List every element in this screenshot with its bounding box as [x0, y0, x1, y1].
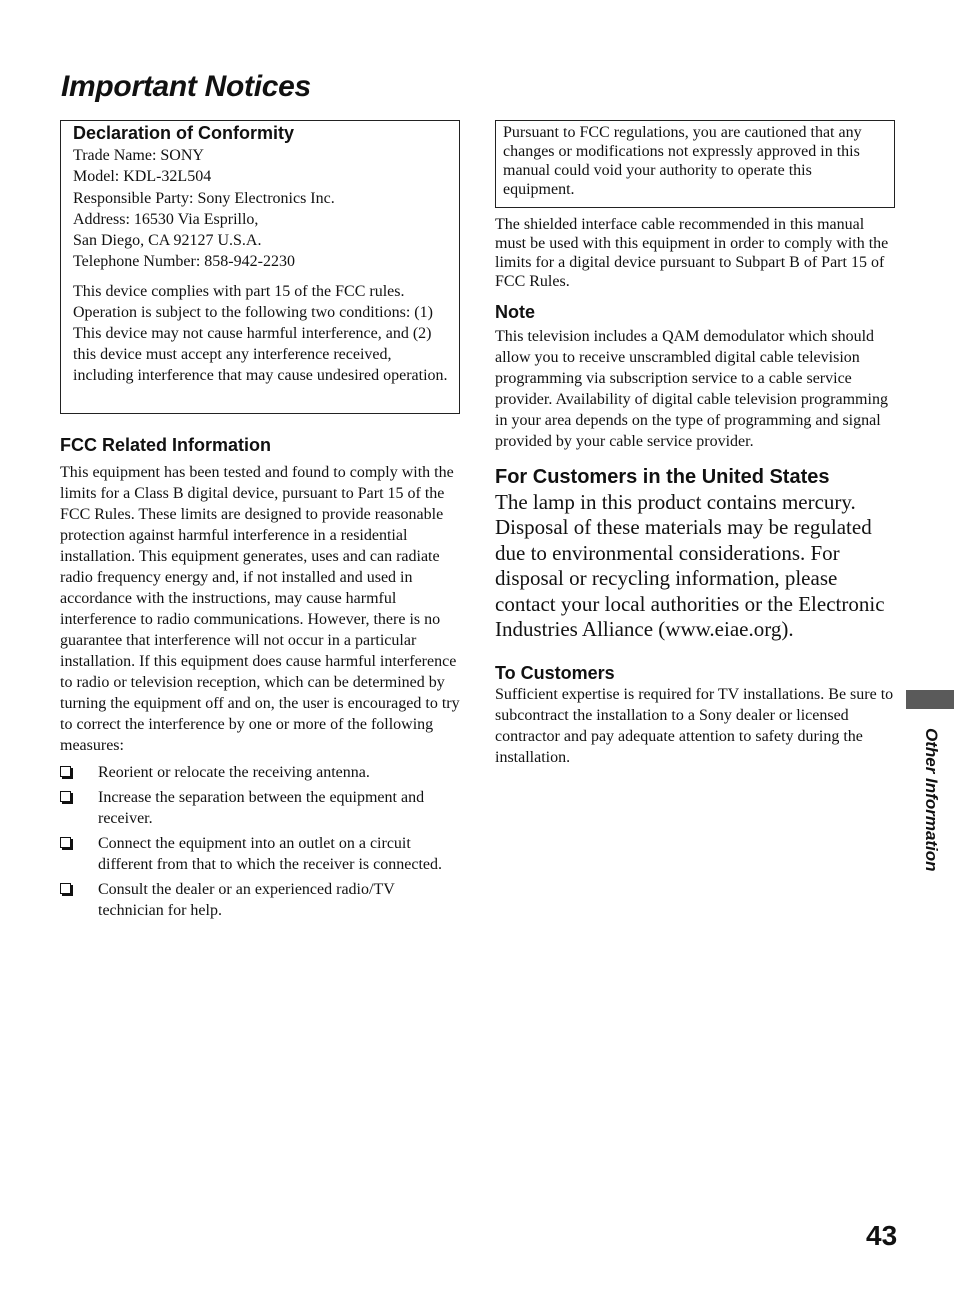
measure-text: Consult the dealer or an experienced radio/TV technician for help.	[98, 881, 395, 919]
trade-name-line: Trade Name: SONY	[73, 147, 204, 164]
section-side-label: Other Information	[922, 728, 941, 872]
responsible-party-line: Responsible Party: Sony Electronics Inc.	[73, 189, 335, 207]
measures-list	[60, 762, 460, 921]
declaration-heading: Declaration of Conformity	[73, 123, 295, 143]
fcc-caution-box	[495, 120, 895, 208]
measure-text: Connect the equipment into an outlet on a circuit different from that to which the receiver is connected.	[98, 835, 443, 873]
telephone-line: Telephone Number: 858-942-2230	[73, 253, 295, 271]
checkbox-bullet-icon	[60, 883, 71, 894]
fcc-caution-text: Pursuant to FCC regulations, you are cautioned that any changes or modifications not expressly approved in this manual could void your authority to operate this equipment.	[503, 124, 862, 198]
declaration-details	[73, 145, 449, 273]
declaration-statement: This device complies with part 15 of the FCC rules. Operation is subject to the following two conditions: (1) This device may not cause harmful interference, and (2) this device must accept any interference received, including interference that may cause undesired operation.	[73, 282, 448, 384]
list-item	[60, 833, 460, 875]
checkbox-bullet-icon	[60, 766, 71, 777]
checkbox-bullet-icon	[60, 791, 71, 802]
page-title: Important Notices	[61, 70, 311, 103]
us-customers-heading: For Customers in the United States	[495, 466, 830, 488]
model-line: Model: KDL-32L504	[73, 168, 212, 186]
measure-text: Reorient or relocate the receiving antenna.	[98, 764, 370, 781]
fcc-info-heading: FCC Related Information	[60, 435, 272, 455]
left-column	[60, 120, 460, 925]
list-item	[60, 762, 460, 783]
right-column	[495, 120, 895, 768]
list-item	[60, 787, 460, 829]
to-customers-heading: To Customers	[495, 663, 615, 684]
declaration-box	[60, 120, 460, 414]
to-customers-body: Sufficient expertise is required for TV installations. Be sure to subcontract the installation to a Sony dealer or licensed contractor and pay adequate attention to safety during the installation.	[495, 686, 894, 767]
us-customers-body: The lamp in this product contains mercury. Disposal of these materials may be regulated due to environmental considerations. For disposal or recycling information, please contact your local authorities or the Electronic Industries Alliance (www.eiae.org).	[495, 490, 885, 642]
address-line: Address: 16530 Via Esprillo,	[73, 210, 259, 228]
note-heading: Note	[495, 302, 535, 322]
checkbox-bullet-icon	[60, 837, 71, 848]
list-item	[60, 879, 460, 921]
fcc-info-body: This equipment has been tested and found to comply with the limits for a Class B digital device, pursuant to Part 15 of the FCC Rules. These limits are designed to provide reasonable protection against harmful interference in a residential installation. This equipment generates, uses and can radiate radio frequency energy and, if not installed and used in accordance with the instructions, may cause harmful interference to radio communications. However, there is no guarantee that interference will not occur in a particular installation. If this equipment does cause harmful interference to radio or television reception, which can be determined by turning the equipment off and on, the user is encouraged to try to correct the interference by one or more of the following measures:	[60, 464, 460, 754]
note-body: This television includes a QAM demodulator which should allow you to receive unscrambled digital cable television programming via subscription service to a cable service provider. Availability of digital cable television programming in your area depends on the type of programming and signal provided by your cable service provider.	[495, 328, 888, 450]
page-number: 43	[866, 1220, 898, 1251]
shielded-cable-text: The shielded interface cable recommended in this manual must be used with this equipment in order to comply with the limits for a digital device pursuant to Subpart B of Part 15 of FCC Rules.	[495, 216, 889, 290]
measure-text: Increase the separation between the equipment and receiver.	[98, 789, 425, 827]
section-tab-marker	[906, 690, 954, 709]
city-line: San Diego, CA 92127 U.S.A.	[73, 232, 262, 250]
